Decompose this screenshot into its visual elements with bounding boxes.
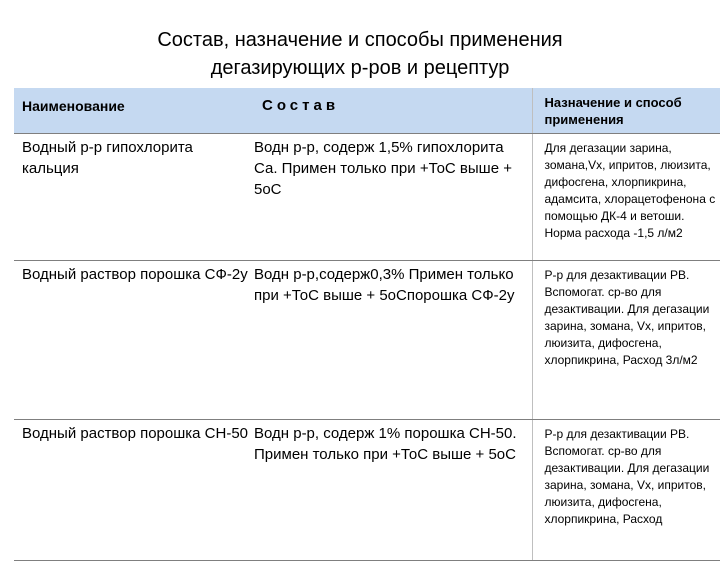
cell-name	[14, 134, 250, 261]
header-usage-label: Назначение и способ применения	[533, 88, 720, 128]
cell-name	[14, 420, 250, 561]
cell-usage-text: Для дегазации зарина, зомана,Vx, ипритов, люизита, дифосгена, хлорпикрина, адамсита, хлорацетофенона с помощью ДК-4 и ветоши. Норма расхода -1,5 л/м2	[533, 134, 720, 242]
cell-usage-text: Р-р для дезактивации РВ. Вспомогат. ср-во для дезактивации. Для дегазации зарина, зомана, Vx, ипритов, люизита, дифосгена, хлорпикрина, Расход	[533, 420, 720, 528]
cell-composition	[250, 261, 532, 420]
cell-usage	[532, 134, 720, 261]
header-composition-label: Состав	[250, 88, 532, 114]
cell-name-text: Водный раствор порошка СФ-2у	[14, 261, 250, 285]
cell-name	[14, 261, 250, 420]
recipe-table	[14, 88, 720, 561]
cell-usage-text: Р-р для дезактивации РВ. Вспомогат. ср-во для дезактивации. Для дегазации зарина, зомана, Vx, ипритов, люизита, дифосгена, хлорпикрина, Расход 3л/м2	[533, 261, 720, 369]
cell-composition-text: Водн р-р,содерж0,3% Примен только при +ТоС выше + 5оСпорошка СФ-2у	[250, 261, 532, 306]
header-name-label: Наименование	[14, 88, 250, 114]
header-usage	[532, 88, 720, 134]
table-row	[14, 134, 720, 261]
cell-composition-text: Водн р-р, содерж 1,5% гипохлорита Са. Примен только при +ТоС выше + 5оС	[250, 134, 532, 200]
cell-name-text: Водный р-р гипохлорита кальция	[14, 134, 250, 179]
table-row	[14, 261, 720, 420]
header-name	[14, 88, 250, 134]
cell-usage	[532, 420, 720, 561]
slide-title-line2: дегазирующих р-ров и рецептур	[0, 54, 720, 82]
cell-composition	[250, 134, 532, 261]
cell-name-text: Водный раствор порошка СН-50	[14, 420, 250, 444]
table-header-row	[14, 88, 720, 134]
cell-usage	[532, 261, 720, 420]
slide-title-line1: Состав, назначение и способы применения	[0, 26, 720, 54]
header-composition	[250, 88, 532, 134]
table-row	[14, 420, 720, 561]
cell-composition-text: Водн р-р, содерж 1% порошка СН-50. Примен только при +ТоС выше + 5оС	[250, 420, 532, 465]
slide-title	[0, 26, 720, 82]
cell-composition	[250, 420, 532, 561]
